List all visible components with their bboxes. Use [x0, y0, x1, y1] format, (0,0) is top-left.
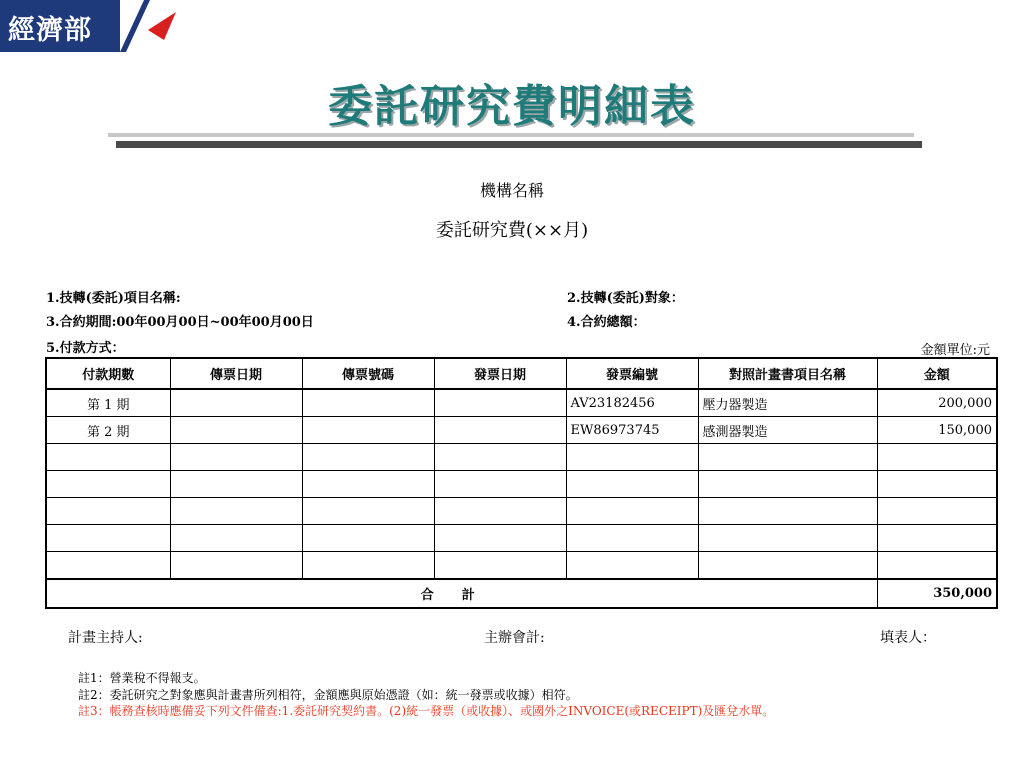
- cell-invoice-date: [434, 525, 566, 552]
- cell-amount: [877, 498, 997, 525]
- document-subtitle: 委託研究費(××月): [435, 220, 589, 241]
- chief-accountant-label: 主辦會計:: [484, 630, 545, 646]
- target-label: 2.技轉(委託)對象：: [567, 291, 684, 306]
- note-2: 註2：委託研究之對象應與計畫書所列相符，金額應與原始憑證（如：統一發票或收據）相符。: [78, 688, 578, 702]
- header-amount: 金額: [877, 358, 997, 389]
- table-row: [46, 552, 997, 580]
- cell-voucher-number: [302, 471, 434, 498]
- cell-voucher-number: [302, 389, 434, 417]
- currency-unit-label: 金額單位:元: [920, 343, 990, 358]
- cell-amount: [877, 444, 997, 471]
- cell-amount: 200,000: [877, 389, 997, 417]
- cell-period: 第 1 期: [46, 389, 170, 417]
- cell-plan-item: 感測器製造: [698, 417, 877, 444]
- cell-voucher-number: [302, 525, 434, 552]
- cell-voucher-date: [170, 389, 302, 417]
- cell-voucher-date: [170, 498, 302, 525]
- logo-text: 經濟部: [8, 15, 92, 46]
- header-voucher-number: 傳票號碼: [302, 358, 434, 389]
- total-row: [46, 579, 997, 608]
- cell-invoice-date: [434, 552, 566, 580]
- ministry-logo: [0, 0, 190, 52]
- cell-period: 第 2 期: [46, 417, 170, 444]
- page-title: 委託研究費明細表: [328, 81, 696, 132]
- cell-amount: [877, 552, 997, 580]
- form-filler-label: 填表人：: [880, 630, 936, 646]
- fee-detail-table: [45, 357, 998, 609]
- header-plan-item: 對照計畫書項目名稱: [698, 358, 877, 389]
- cell-period: [46, 525, 170, 552]
- cell-invoice-date: [434, 417, 566, 444]
- organization-name: 機構名稱: [479, 181, 544, 200]
- header-invoice-date: 發票日期: [434, 358, 566, 389]
- cell-voucher-number: [302, 498, 434, 525]
- cell-invoice-date: [434, 444, 566, 471]
- cell-amount: [877, 525, 997, 552]
- cell-voucher-number: [302, 552, 434, 580]
- cell-period: [46, 444, 170, 471]
- total-label: 合計: [46, 579, 877, 608]
- cell-invoice-number: [566, 525, 698, 552]
- payment-method-label: 5.付款方式：: [46, 341, 125, 356]
- cell-invoice-date: [434, 471, 566, 498]
- cell-period: [46, 552, 170, 580]
- table-row: [46, 417, 997, 444]
- header-invoice-number: 發票編號: [566, 358, 698, 389]
- header-voucher-date: 傳票日期: [170, 358, 302, 389]
- contract-total-label: 4.合約總額：: [567, 315, 646, 330]
- cell-invoice-date: [434, 389, 566, 417]
- table-header-row: [46, 358, 997, 389]
- cell-amount: [877, 471, 997, 498]
- cell-invoice-date: [434, 498, 566, 525]
- cell-plan-item: 壓力器製造: [698, 389, 877, 417]
- title-rule-dark: [116, 141, 922, 148]
- cell-invoice-number: [566, 471, 698, 498]
- cell-plan-item: [698, 444, 877, 471]
- cell-invoice-number: [566, 552, 698, 580]
- note-3: 註3：帳務查核時應備妥下列文件備查:1.委託研究契約書。(2)統一發票（或收據）、或國外之INVOICE(或RECEIPT)及匯兌水單。: [78, 704, 775, 718]
- cell-plan-item: [698, 498, 877, 525]
- cell-period: [46, 498, 170, 525]
- note-1: 註1：營業稅不得報支。: [78, 671, 206, 685]
- logo-emblem-icon: [118, 0, 190, 52]
- cell-invoice-number: [566, 498, 698, 525]
- cell-plan-item: [698, 471, 877, 498]
- cell-voucher-date: [170, 552, 302, 580]
- cell-invoice-number: [566, 444, 698, 471]
- cell-period: [46, 471, 170, 498]
- table-row: [46, 389, 997, 417]
- table-row: [46, 444, 997, 471]
- principal-investigator-label: 計畫主持人:: [68, 630, 143, 646]
- title-rule-light: [108, 133, 914, 137]
- table-row: [46, 498, 997, 525]
- cell-invoice-number: EW86973745: [566, 417, 698, 444]
- cell-voucher-date: [170, 471, 302, 498]
- cell-voucher-date: [170, 444, 302, 471]
- table-row: [46, 525, 997, 552]
- cell-amount: 150,000: [877, 417, 997, 444]
- cell-plan-item: [698, 525, 877, 552]
- total-amount: 350,000: [877, 579, 997, 608]
- header-payment-period: 付款期數: [46, 358, 170, 389]
- cell-voucher-number: [302, 417, 434, 444]
- cell-voucher-date: [170, 417, 302, 444]
- project-name-label: 1.技轉(委託)項目名稱:: [46, 291, 181, 306]
- cell-plan-item: [698, 552, 877, 580]
- cell-invoice-number: AV23182456: [566, 389, 698, 417]
- cell-voucher-date: [170, 525, 302, 552]
- contract-period-label: 3.合約期間:00年00月00日~00年00月00日: [46, 315, 314, 330]
- table-row: [46, 471, 997, 498]
- cell-voucher-number: [302, 444, 434, 471]
